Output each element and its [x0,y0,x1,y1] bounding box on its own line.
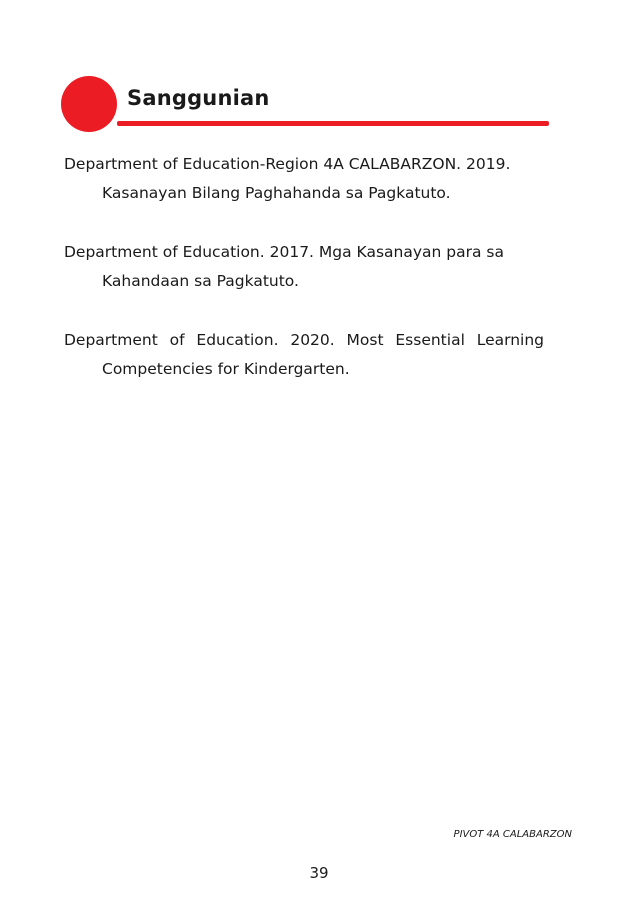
red-circle-decoration [61,76,117,132]
page-number: 39 [309,864,329,882]
title-underline [117,121,549,126]
reference-list [64,150,544,414]
reference-item: Department of Education-Region 4A CALABARZON. 2019. Kasanayan Bilang Paghahanda sa Pagkatuto. [64,155,511,202]
reference-item: Department of Education. 2017. Mga Kasanayan para sa Kahandaan sa Pagkatuto. [64,243,504,290]
footer-label: PIVOT 4A CALABARZON [453,829,572,840]
section-title: Sanggunian [127,86,270,110]
reference-item: Department of Education. 2020. Most Essential Learning Competencies for Kindergarten. [64,331,544,378]
section-header [0,0,638,140]
